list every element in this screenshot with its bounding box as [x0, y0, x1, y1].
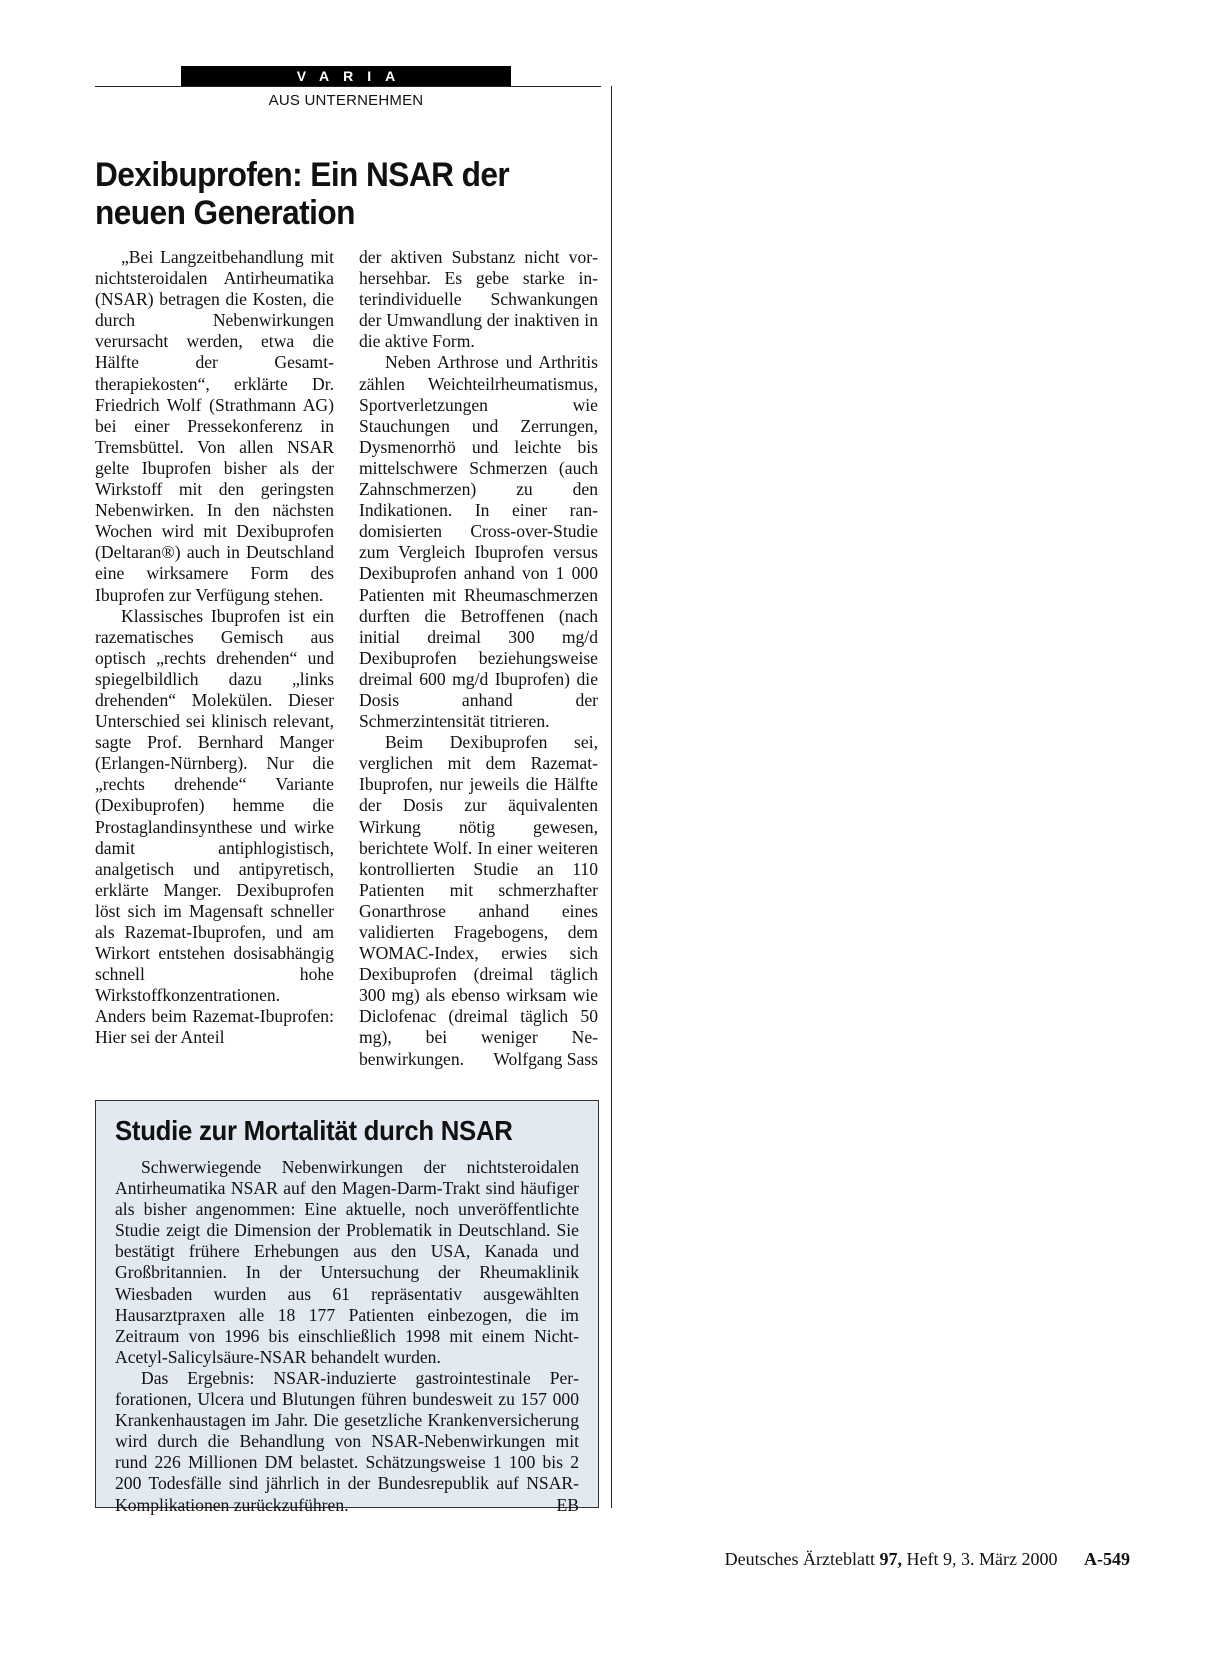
article-column-2 [359, 247, 598, 1070]
article-paragraph: „Bei Langzeitbehandlung mit nichtsteroidalen Antirheumatika (NSAR) betragen die Kosten, die durch Nebenwirkungen verursacht werden, etwa die Hälfte der Gesamttherapiekosten“, erklärte Dr. Friedrich Wolf (Strathmann AG) bei einer Pressekonferenz in Tremsbüttel. Von allen NSAR gelte Ibuprofen bisher als der Wirkstoff mit den geringsten Nebenwirken. In den nächsten Wochen wird mit Dexibuprofen (Deltaran®) auch in Deutschland eine wirksamere Form des Ibuprofen zur Verfügung stehen. [95, 247, 334, 605]
column-rule [611, 86, 612, 1508]
box-paragraph: Schwerwiegende Nebenwirkungen der nichtsteroidalen Antirheumatika NSAR auf den Magen-Darm-Trakt sind häufiger als bisher angenommen: Eine aktuelle, noch unveröffentlichte Studie zeigt die Dimension der Problematik in Deutschland. Sie bestätigt frühere Erhebungen aus den USA, Kanada und Großbritannien. In der Untersuchung der Rheumaklinik Wiesbaden wurden aus 61 repräsentativ ausgewählten Hausarztpraxen alle 18 177 Patienten einbezogen, die im Zeitraum von 1996 bis einschließlich 1998 mit einem Nicht-Acetyl-Salicylsäure-NSAR behandelt wurden. [115, 1157, 579, 1367]
author-byline: Wolfgang Sass [493, 1048, 598, 1069]
article-title-line1: Dexibuprofen: Ein NSAR der [95, 156, 510, 194]
sidebar-box [95, 1100, 599, 1515]
journal-volume: 97, [879, 1549, 903, 1569]
box-title: Studie zur Mortalität durch NSAR [115, 1115, 513, 1146]
article-paragraph: Klassisches Ibuprofen ist ein razematisches Gemisch aus optisch „rechts drehenden“ und spiegelbildlich dazu „links drehenden“ Molekülen. Dieser Unterschied sei klinisch relevant, sagte Prof. Bernhard Manger (Erlangen-Nürnberg). Nur die „rechts drehende“ Variante (Dexibuprofen) hemme die Prostaglandinsynthese und wirke damit antiphlogistisch, analgetisch und antipyretisch, erklärte Manger. Dexibuprofen löst sich im Magensaft schneller als Razemat-Ibuprofen, und am Wirkort entstehen dosisabhängig schnell hohe Wirkstoffkonzentrationen. Anders beim Razemat-Ibuprofen: Hier sei der Anteil [95, 605, 334, 1048]
box-signature: EB [556, 1494, 579, 1515]
article-paragraph-text: Beim Dexibuprofen sei, verglichen mit dem Razemat-Ibuprofen, nur jeweils die Hälfte der Dosis zur äquivalenten Wirkung nötig gewesen, berichtete Wolf. In einer weiteren kontrollierten Studie an 110 Patienten mit schmerzhafter Gonarthrose anhand eines validierten Fragebogens, dem WOMAC-Index, erwies sich Dexibuprofen (dreimal täglich 300 mg) als ebenso wirksam wie Diclofenac (dreimal täglich 50 mg), bei weniger Nebenwirkungen. [359, 732, 598, 1069]
box-paragraph-text: Das Ergebnis: NSAR-induzierte gastrointestinale Perforationen, Ulcera und Blutungen führen bundesweit zu 157 000 Krankenhaustagen im Jahr. Die gesetzliche Krankenversicherung wird durch die Behandlung von NSAR-Nebenwirkungen mit rund 226 Millionen DM belastet. Schätzungsweise 1 100 bis 2 200 Todesfälle sind jährlich in der Bundesrepublik auf NSAR-Komplikationen zurückzuführen. [115, 1367, 579, 1515]
section-sublabel: AUS UNTERNEHMEN [268, 92, 424, 109]
article-paragraph: der aktiven Substanz nicht vorhersehbar. Es gebe starke interindividuelle Schwankungen der Umwandlung der inaktiven in die aktive Form. [359, 247, 598, 352]
page-number: A-549 [1084, 1549, 1130, 1569]
article-title [95, 156, 560, 232]
journal-name: Deutsches Ärzteblatt [724, 1549, 876, 1569]
article-paragraph [359, 732, 598, 1070]
box-body [115, 1157, 579, 1516]
page-footer [725, 1549, 1130, 1570]
article-column-1 [95, 247, 334, 1049]
section-label: VARIA [181, 66, 511, 86]
article-paragraph: Neben Arthrose und Arthritis zählen Weichteilrheumatismus, Sportverletzungen wie Stauchungen und Zerrungen, Dysmenorrhö und leichte bis mittelschwere Schmerzen (auch Zahnschmerzen) zu den Indikationen. In einer randomisierten Cross-over-Studie zum Vergleich Ibuprofen versus Dexibuprofen anhand von 1 000 Patienten mit Rheumaschmerzen durften die Betroffenen (nach initial dreimal 300 mg/d Dexibuprofen beziehungsweise dreimal 600 mg/d Ibuprofen) die Dosis anhand der Schmerzintensität titrieren. [359, 352, 598, 732]
article-title-line2: neuen Generation [95, 194, 355, 232]
box-paragraph [115, 1368, 579, 1516]
journal-issue: Heft 9, 3. März 2000 [906, 1549, 1058, 1569]
header-rule [95, 86, 601, 87]
